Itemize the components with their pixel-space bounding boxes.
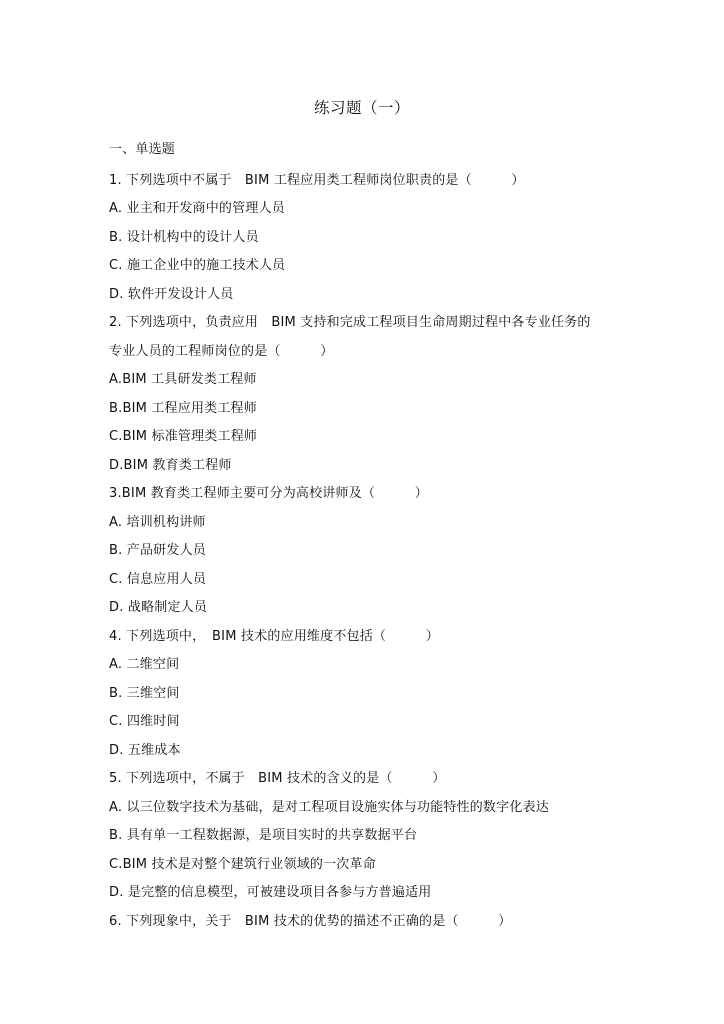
question-3-option-d: D. 战略制定人员	[109, 600, 208, 615]
question-3-option-c: C. 信息应用人员	[109, 571, 207, 587]
question-4-option-a: A. 二维空间	[109, 657, 180, 672]
question-4-option-b: B. 三维空间	[109, 685, 180, 701]
question-2-option-d: D.BIM 教育类工程师	[109, 457, 232, 473]
question-5-option-b: B. 具有单一工程数据源，是项目实时的共享数据平台	[109, 828, 418, 843]
question-3-option-a: A. 培训机构讲师	[109, 514, 206, 530]
question-4-option-d: D. 五维成本	[109, 742, 181, 758]
question-1-stem: 1. 下列选项中不属于 BIM 工程应用类工程师岗位职责的是（ ）	[109, 172, 525, 188]
question-5-stem: 5. 下列选项中，不属于 BIM 技术的含义的是（ ）	[109, 771, 446, 786]
question-2-stem-line-1: 2. 下列选项中，负责应用 BIM 支持和完成工程项目生命周期过程中各专业任务的	[109, 315, 591, 330]
question-2-stem-line-2: 专业人员的工程师岗位的是（ ）	[109, 343, 334, 359]
question-1-option-d: D. 软件开发设计人员	[109, 286, 234, 302]
question-5-option-a: A. 以三位数字技术为基础，是对工程项目设施实体与功能特性的数字化表达	[109, 799, 549, 815]
question-2-option-a: A.BIM 工具研发类工程师	[109, 372, 257, 387]
question-5-option-d: D. 是完整的信息模型，可被建设项目各参与方普遍适用	[109, 885, 432, 900]
question-1-option-b: B. 设计机构中的设计人员	[109, 229, 259, 245]
question-5-option-c: C.BIM 技术是对整个建筑行业领域的一次革命	[109, 856, 376, 872]
page-title: 练习题（一）	[313, 99, 410, 117]
question-6-stem: 6. 下列现象中，关于 BIM 技术的优势的描述不正确的是（ ）	[109, 913, 512, 929]
question-2-option-b: B.BIM 工程应用类工程师	[109, 400, 257, 416]
question-1-option-a: A. 业主和开发商中的管理人员	[109, 201, 285, 216]
question-content	[109, 136, 629, 936]
question-3-stem: 3.BIM 教育类工程师主要可分为高校讲师及（ ）	[109, 486, 428, 501]
question-4-stem: 4. 下列选项中， BIM 技术的应用维度不包括（ ）	[109, 628, 439, 644]
question-2-option-c: C.BIM 标准管理类工程师	[109, 429, 258, 444]
section-heading: 一、单选题	[109, 142, 176, 157]
question-1-option-c: C. 施工企业中的施工技术人员	[109, 258, 286, 273]
question-3-option-b: B. 产品研发人员	[109, 543, 206, 558]
question-4-option-c: C. 四维时间	[109, 714, 180, 729]
